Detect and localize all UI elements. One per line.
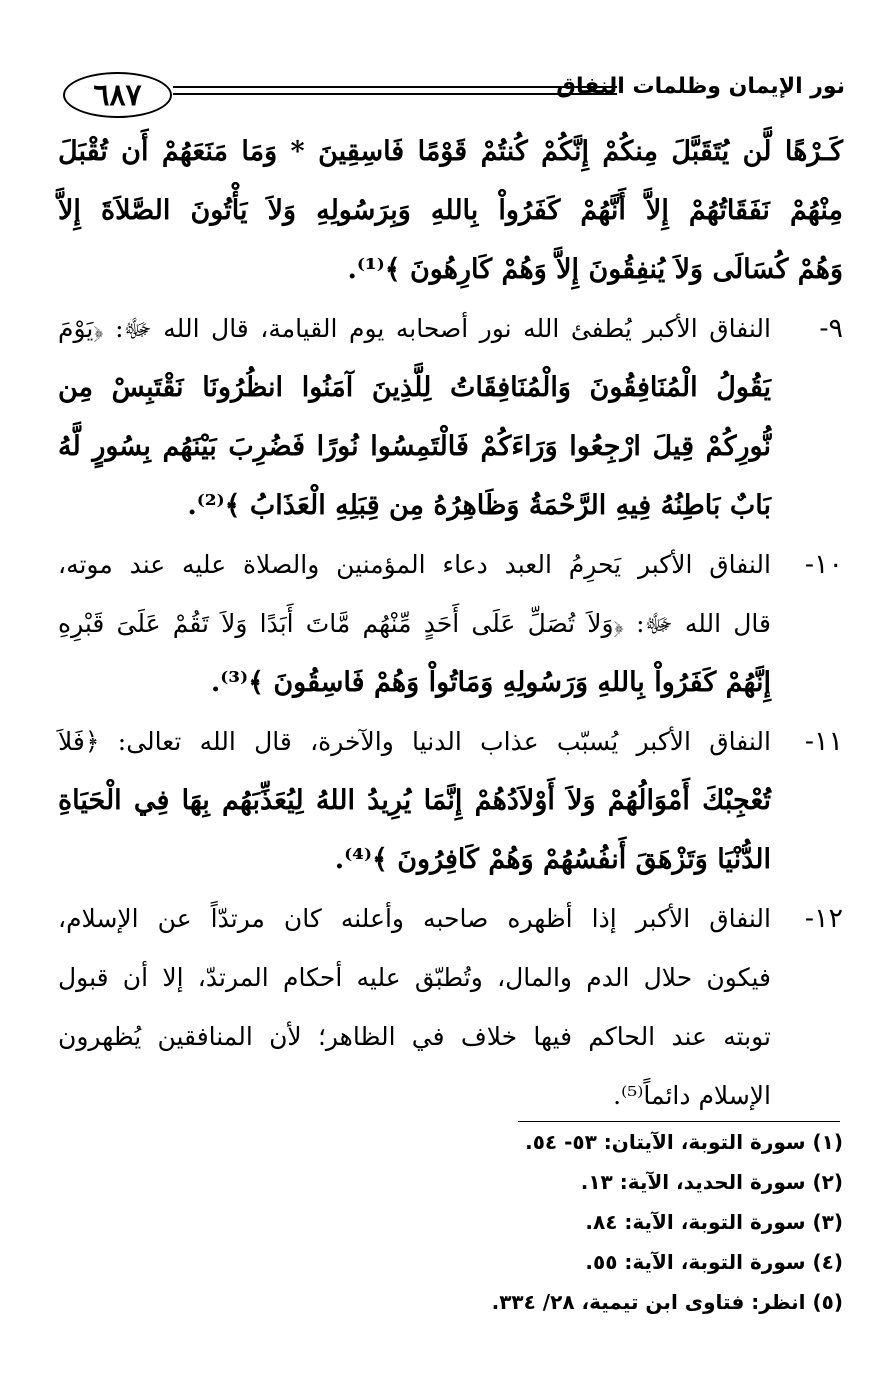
text-line: كَـرْهًا لَّن يُتَقَبَّلَ مِنكُمْ إِنَّكُمْ كُنتُمْ قَوْمًا فَاسِقِينَ * وَمَا مَنَعَهُمْ أَن تُقْبَلَ [58,136,843,167]
list-item-10 [58,535,843,712]
text-line: نُّورِكُمْ قِيلَ ارْجِعُوا وَرَاءَكُمْ فَالْتَمِسُوا نُورًا فَضُرِبَ بَيْنَهُم بِسُورٍ لَّهُ [58,431,771,462]
item-number: ٩- [819,313,843,344]
main-text [58,122,843,1125]
footnote: (٥) انظر: فتاوى ابن تيمية، ٢٨/ ٣٣٤. [491,1290,843,1314]
list-item-11 [58,712,843,889]
text-line: النفاق الأكبر يُطفئ الله نور أصحابه يوم القيامة، قال الله ﷻ: ﴿يَوْمَ [58,314,771,343]
footnotes [492,1122,843,1322]
text-line: يَقُولُ الْمُنَافِقُونَ وَالْمُنَافِقَاتُ لِلَّذِينَ آمَنُوا انظُرُونَا نَقْتَبِسْ مِن [58,372,771,403]
text-line: قال الله ﷻ: ﴿وَلاَ تُصَلِّ عَلَى أَحَدٍ مِّنْهُم مَّاتَ أَبَدًا وَلاَ تَقُمْ عَلَىَ قَبْرِهِ [58,609,771,638]
list-item-12 [58,889,843,1125]
continued-verse [58,122,843,299]
text-line: بَابٌ بَاطِنُهُ فِيهِ الرَّحْمَةُ وَظَاهِرُهُ مِن قِبَلِهِ الْعَذَابُ ﴾⁽²⁾. [187,490,771,521]
text-line: النفاق الأكبر إذا أظهره صاحبه وأعلنه كان مرتدّاً عن الإسلام، [58,904,771,933]
item-number: ١٠- [804,549,843,580]
item-number: ١٢- [804,903,843,934]
text-line: توبته عند الحاكم فيها خلاف في الظاهر؛ لأن المنافقين يُظهرون [58,1022,771,1051]
text-line: مِنْهُمْ نَفَقَاتُهُمْ إِلاَّ أَنَّهُمْ كَفَرُواْ بِاللهِ وَبِرَسُولِهِ وَلاَ يَأْتُونَ الصَّلاَةَ إِلاَّ [58,195,843,226]
text-line: إِنَّهُمْ كَفَرُواْ بِاللهِ وَرَسُولِهِ وَمَاتُواْ وَهُمْ فَاسِقُونَ ﴾⁽³⁾. [210,667,771,698]
page-number: ٦٨٧ [63,72,172,118]
list-item-9 [58,299,843,535]
footnote: (٢) سورة الحديد، الآية: ١٣. [580,1170,843,1194]
text-line: النفاق الأكبر يَحرِمُ العبد دعاء المؤمنين والصلاة عليه عند موته، [58,550,771,579]
text-line: تُعْجِبْكَ أَمْوَالُهُمْ وَلاَ أَوْلاَدُهُمْ إِنَّمَا يُرِيدُ اللهُ لِيُعَذِّبَهُم بِهَا فِي الْحَيَاةِ [58,785,771,816]
footnote: (١) سورة التوبة، الآيتان: ٥٣- ٥٤. [525,1130,843,1154]
item-number: ١١- [804,726,843,757]
header-rule [173,86,617,95]
running-title: نور الإيمان وظلمات النفاق [556,74,845,99]
footnote: (٤) سورة التوبة، الآية: ٥٥. [585,1250,843,1274]
text-line: فيكون حلال الدم والمال، وتُطبّق عليه أحكام المرتدّ، إلا أن قبول [58,963,771,992]
page-header [55,66,845,126]
text-line: الدُّنْيَا وَتَزْهَقَ أَنفُسُهُمْ وَهُمْ كَافِرُونَ ﴾⁽⁴⁾. [334,844,771,875]
footnote: (٣) سورة التوبة، الآية: ٨٤. [585,1210,843,1234]
text-line: النفاق الأكبر يُسبّب عذاب الدنيا والآخرة، قال الله تعالى: ﴿فَلاَ [58,727,771,756]
text-line: وَهُمْ كُسَالَى وَلاَ يُنفِقُونَ إِلاَّ وَهُمْ كَارِهُونَ ﴾⁽¹⁾. [347,254,843,285]
text-line: الإسلام دائماً⁽⁵⁾. [613,1081,771,1110]
